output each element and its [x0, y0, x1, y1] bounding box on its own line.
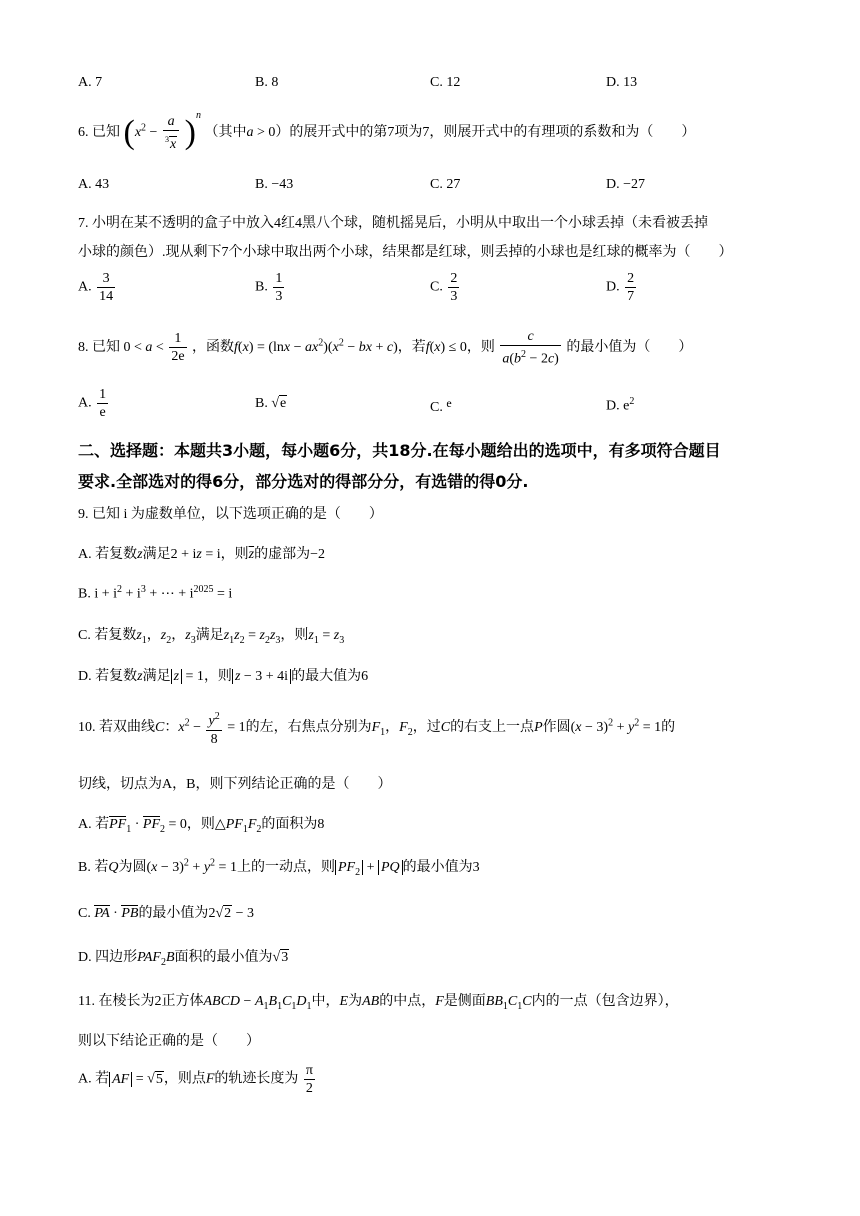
section-2-heading-line2: 要求.全部选对的得6分，部分选对的得部分分，有选错的得0分. [78, 472, 529, 491]
question-11-line2: 则以下结论正确的是（ ） [78, 1034, 260, 1049]
q6-option-c: C. 27 [430, 177, 461, 192]
q9-option-b: B. $i + i^2 + i^3$ + ⋯ + $i^{2025} = i$ [78, 584, 233, 602]
q7-option-d: D. $\frac{2}{7}$ [606, 271, 635, 304]
q7-option-a: A. $\frac{3}{14}$ [78, 271, 114, 304]
question-8: 8. 已知 0 < a < $\frac{1}{2e}$ ，函数$f(x) = (\ln x - ax^2)(x^2$ − bx + c)，若f(x) ≤ 0，则 $\frac{c}{a(b^2 - 2c)}$ 的最小值为（ ） [78, 329, 693, 367]
q10-option-a: A. 若$PF_1 \cdot PF_2 = 0$，则$\triangle PF_1F_2$的面积为8 [78, 817, 325, 835]
q6-option-b: B. −43 [255, 177, 294, 192]
q9-option-a: A. 若复数z满足2 + iz = i，则$\overline{z}$的虚部为−2 [78, 547, 325, 562]
question-7-line2: 小球的颜色）.现从剩下7个小球中取出两个小球，结果都是红球，则丢掉的小球也是红球的概率为（ ） [78, 245, 733, 260]
q9-option-d: D. 若复数z满足 z = 1，则 z − 3 + 4i 的最大值为6 [78, 669, 369, 684]
q8-option-c: C. e [430, 396, 452, 415]
q10-option-b: B. 若Q为圆$(x - 3)^2 + y^2 = 1$上的一动点，则 $PF_2$ + PQ 的最小值为3 [78, 857, 480, 878]
question-11-line1: 11. 在棱长为2正方体ABCD − $A_1B_1C_1D_1$中，E为AB的中点，F是侧面$BB_1C_1C$内的一点（包含边界）， [78, 994, 679, 1012]
question-9-stem: 9. 已知 i 为虚数单位，以下选项正确的是（ ） [78, 507, 383, 522]
q5-option-b: B. 8 [255, 75, 279, 90]
question-7-line1: 7. 小明在某不透明的盒子中放入4红4黑八个球，随机摇晃后，小明从中取出一个小球丢掉（未看被丢掉 [78, 216, 708, 231]
question-10-line1: 10. 若双曲线C：$x^2$ − $\frac{y^2}{8}$ = 1的左，右焦点分别为$F_1$，$F_2$，过C的右支上一点P作圆$(x - 3)^2 + y^2 = 1$的 [78, 708, 675, 748]
q7-option-b: B. $\frac{1}{3}$ [255, 271, 283, 304]
q10-option-d: D. 四边形$PAF_2B$面积的最小值为√3 [78, 950, 289, 968]
q5-option-c: C. 12 [430, 75, 461, 90]
question-10-line2: 切线，切点为A，B，则下列结论正确的是（ ） [78, 777, 392, 792]
section-2-heading-line1: 二、选择题：本题共3小题，每小题6分，共18分.在每小题给出的选项中，有多项符合题目 [78, 441, 721, 460]
q8-option-b: B. √e [255, 396, 287, 411]
q5-option-d: D. 13 [606, 75, 638, 90]
q6-option-d: D. −27 [606, 177, 646, 192]
q7-option-c: C. $\frac{2}{3}$ [430, 271, 458, 304]
q5-option-a: A. 7 [78, 75, 103, 90]
q8-option-a: A. $\frac{1}{e}$ [78, 387, 107, 420]
q8-option-d: D. $e^2$ [606, 396, 635, 414]
question-6: 6. 已知 ($x^2$ − $\frac{a}{^3x}$ )$^n$ （其中a > 0）的展开式中的第7项为7，则展开式中的有理项的系数和为（ ） [78, 110, 696, 152]
q9-option-c: C. 若复数$z_1$，$z_2$，$z_3$满足$z_1z_2 = z_2z_3$，则$z_1 = z_3$ [78, 628, 345, 646]
q10-option-c: C. PA · PB的最小值为2√2 − 3 [78, 906, 255, 921]
q11-option-a: A. 若 AF = √5，则点F的轨迹长度为 $\frac{\pi}{2}$ [78, 1063, 313, 1096]
q6-option-a: A. 43 [78, 177, 110, 192]
